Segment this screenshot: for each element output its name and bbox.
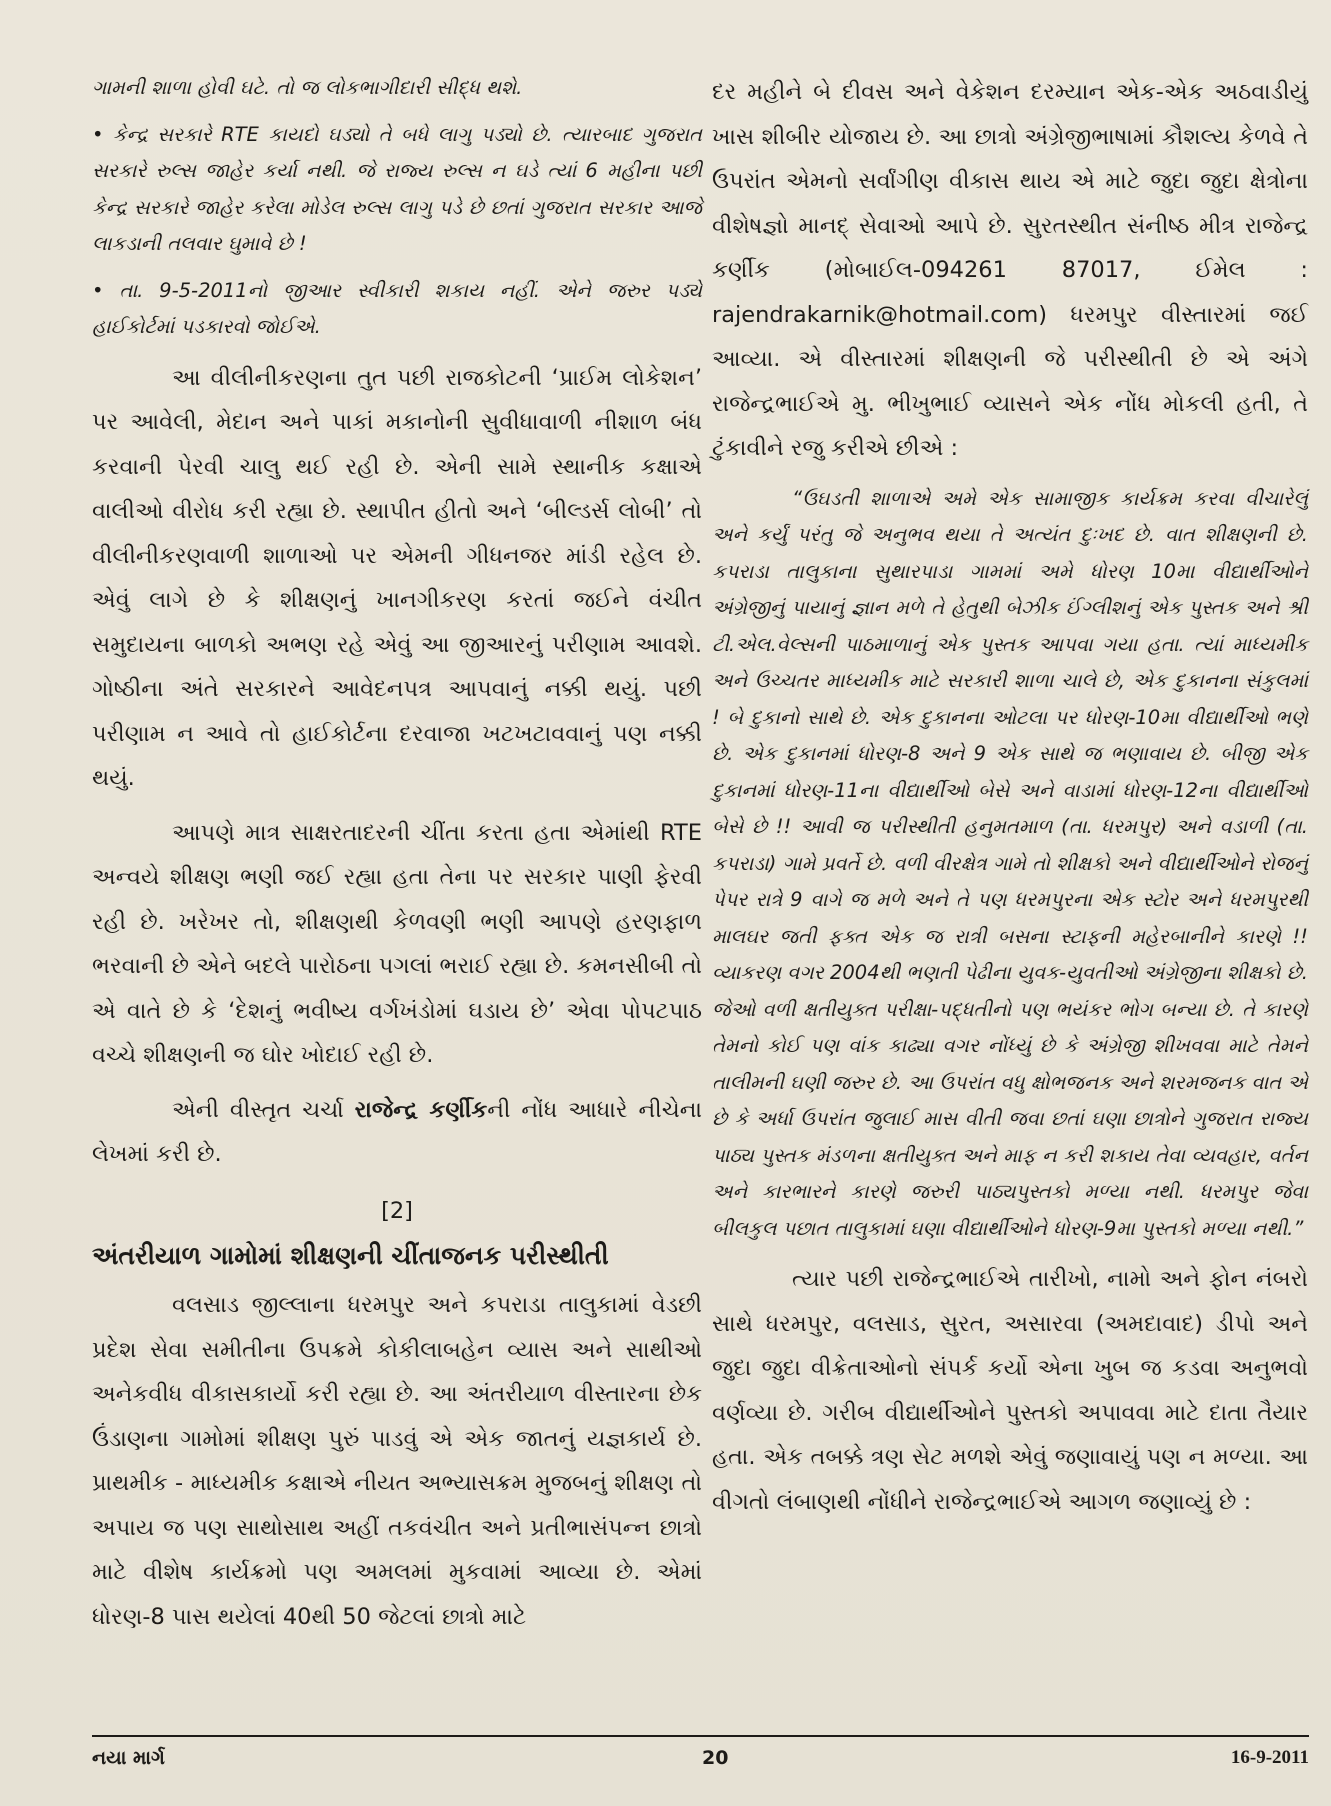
- paragraph-valsad: વલસાડ જીલ્લાના ધરમપુર અને કપરાડા તાલુકામાં વેડછી પ્રદેશ સેવા સમીતીના ઉપક્રમે કોકીલાબહેન વ્યાસ અને સાથીઓ અનેકવીધ વીકાસકાર્યો કરી રહ્યા છે. આ અંતરીયાળ વીસ્તારના છેક ઉંડાણના ગામોમાં શીક્ષણ પુરું પાડવું એ એક જાતનું યજ્ઞકાર્ય છે. પ્રાથમીક - માધ્યમીક કક્ષાએ નીયત અભ્યાસક્રમ મુજબનું શીક્ષણ તો અપાય જ પણ સાથોસાથ અહીં તકવંચીત અને પ્રતીભાસંપન્ન છાત્રો માટે વીશેષ કાર્યક્રમો પણ અમલમાં મુકવામાં આવ્યા છે. એમાં ધોરણ-8 પાસ થયેલાં 40થી 50 જેટલાં છાત્રો માટે: [92, 1292, 702, 1630]
- para-text: ની નોંધ આધારે નીચેના લેખમાં કરી છે.: [92, 1096, 702, 1167]
- left-column: [92, 70, 702, 1649]
- paragraph-discussion: [92, 1088, 702, 1177]
- right-column: [712, 70, 1308, 1534]
- italic-bullet-rte-rules: • કેન્દ્ર સરકારે RTE કાયદો ઘડ્યો તે બધે લાગુ પડ્યો છે. ત્યારબાદ ગુજરાત સરકારે રુલ્સ જાહેર કર્યા નથી. જે રાજ્ય રુલ્સ ન ઘડે ત્યાં 6 મહીના પછી કેન્દ્ર સરકારે જાહેર કરેલા મોડેલ રુલ્સ લાગુ પડે છે છતાં ગુજરાત સરકાર આજે લાકડાની તલવાર ઘુમાવે છે !: [92, 122, 702, 255]
- italic-bullet-gr: • તા. 9-5-2011નો જીઆર સ્વીકારી શકાય નહીં. એને જરુર પડ્યે હાઈકોર્ટમાં પડકારવો જોઈએ.: [92, 278, 702, 338]
- paragraph-camp: દર મહીને બે દીવસ અને વેકેશન દરમ્યાન એક-એક અઠવાડીયું ખાસ શીબીર યોજાય છે. આ છાત્રો અંગ્રેજીભાષામાં કૌશલ્ય કેળવે તે ઉપરાંત એમનો સર્વાંગીણ વીકાસ થાય એ માટે જુદા જુદા ક્ષેત્રોના વીશેષજ્ઞો માનદ્ સેવાઓ આપે છે. સુરતસ્થીત સંનીષ્ઠ મીત્ર રાજેન્દ્ર કર્ણીક (મોબાઈલ-094261 87017, ઈમેલ : rajendrakarnik@hotmail.com) ધરમપુર વીસ્તારમાં જઈ આવ્યા. એ વીસ્તારમાં શીક્ષણની જે પરીસ્થીતી છે એ અંગે રાજેન્દ્રભાઈએ મુ. ભીખુભાઈ વ્યાસને એક નોંધ મોકલી હતી, તે ટુંકાવીને રજુ કરીએ છીએ :: [712, 79, 1308, 461]
- paragraph-experiences: ત્યાર પછી રાજેન્દ્રભાઈએ તારીખો, નામો અને ફોન નંબરો સાથે ધરમપુર, વલસાડ, સુરત, અસારવા (અમદાવાદ) ડીપો અને જુદા જુદા વીક્રેતાઓનો સંપર્ક કર્યો એના ખુબ જ કડવા અનુભવો વર્ણવ્યા છે. ગરીબ વીદ્યાર્થીઓને પુસ્તકો અપાવવા માટે દાતા તૈયાર હતા. એક તબક્કે ત્રણ સેટ મળશે એવું જણાવાયું પણ ન મળ્યા. આ વીગતો લંબાણથી નોંધીને રાજેન્દ્રભાઈએ આગળ જણાવ્યું છે :: [712, 1266, 1308, 1515]
- page-number: 20: [702, 1747, 729, 1769]
- section-heading: અંતરીયાળ ગામોમાં શીક્ષણની ચીંતાજનક પરીસ્થીતી: [92, 1241, 609, 1270]
- publication-name: નયા માર્ગ: [92, 1747, 165, 1769]
- para-text: એની વીસ્તૃત ચર્ચા: [172, 1096, 355, 1123]
- footer-divider: [92, 1735, 1309, 1737]
- paragraph-merger: આ વીલીનીકરણના તુત પછી રાજકોટની ‘પ્રાઈમ લોકેશન’ પર આવેલી, મેદાન અને પાકાં મકાનોની સુવીધાવાળી નીશાળ બંધ કરવાની પેરવી ચાલુ થઈ રહી છે. એની સામે સ્થાનીક કક્ષાએ વાલીઓ વીરોધ કરી રહ્યા છે. સ્થાપીત હીતો અને ‘બીલ્ડર્સ લોબી’ તો વીલીનીકરણવાળી શાળાઓ પર એમની ગીધનજર માંડી રહેલ છે. એવું લાગે છે કે શીક્ષણનું ખાનગીકરણ કરતાં જઈને વંચીત સમુદાયના બાળકો અભણ રહે એવું આ જીઆરનું પરીણામ આવશે. ગોષ્ઠીના અંતે સરકારને આવેદનપત્ર આપવાનું નક્કી થયું. પછી પરીણામ ન આવે તો હાઈકોર્ટના દરવાજા ખટખટાવવાનું પણ નક્કી થયું.: [92, 364, 702, 791]
- quote-block: “ઉઘડતી શાળાએ અમે એક સામાજીક કાર્યક્રમ કરવા વીચારેલું અને કર્યું પરંતુ જે અનુભવ થયા તે અત્યંત દુઃખદ છે. વાત શીક્ષણની છે. કપરાડા તાલુકાના સુથારપાડા ગામમાં અમે ધોરણ 10મા વીદ્યાર્થીઓને અંગ્રેજીનું પાયાનું જ્ઞાન મળે તે હેતુથી બેઝીક ઈંગ્લીશનું એક પુસ્તક અને શ્રી ટી.એલ.વેલ્સની પાઠમાળાનું એક પુસ્તક આપવા ગયા હતા. ત્યાં માધ્યમીક અને ઉચ્ચતર માધ્યમીક માટે સરકારી શાળા ચાલે છે, એક દુકાનના સંકુલમાં ! બે દુકાનો સાથે છે. એક દુકાનના ઓટલા પર ધોરણ-10મા વીદ્યાર્થીઓ ભણે છે. એક દુકાનમાં ધોરણ-8 અને 9 એક સાથે જ ભણાવાય છે. બીજી એક દુકાનમાં ધોરણ-11ના વીદ્યાર્થીઓ બેસે અને વાડામાં ધોરણ-12ના વીદ્યાર્થીઓ બેસે છે !! આવી જ પરીસ્થીતી હનુમતમાળ (તા. ધરમપુર) અને વડાળી (તા. કપરાડા) ગામે પ્રવર્તે છે. વળી વીરક્ષેત્ર ગામે તો શીક્ષકો અને વીદ્યાર્થીઓને રોજનું પેપર રાત્રે 9 વાગે જ મળે અને તે પણ ધરમપુરના એક સ્ટોર અને ધરમપુરથી માલઘર જતી ફક્ત એક જ રાત્રી બસના સ્ટાફની મહેરબાનીને કારણે !! વ્યાકરણ વગર 2004થી ભણતી પેઢીના યુવક-યુવતીઓ અંગ્રેજીના શીક્ષકો છે. જેઓ વળી ક્ષતીયુક્ત પરીક્ષા-પદ્ધતીનો પણ ભયંકર ભોગ બન્યા છે. તે કારણે તેમનો કોઈ પણ વાંક કાઢ્યા વગર નોંધ્યું છે કે અંગ્રેજી શીખવવા માટે તેમને તાલીમની ઘણી જરુર છે. આ ઉપરાંત વધુ ક્ષોભજનક અને શરમજનક વાત એ છે કે અર્ધા ઉપરાંત જુલાઈ માસ વીતી જવા છતાં ઘણા છાત્રોને ગુજરાત રાજ્ય પાઠ્ય પુસ્તક મંડળના ક્ષતીયુક્ત અને માફ ન કરી શકાય તેવા વ્યવહાર, વર્તન અને કારભારને કારણે જરુરી પાઠ્યપુસ્તકો મળ્યા નથી. ધરમપુર જેવા બીલકુલ પછાત તાલુકામાં ઘણા વીદ્યાર્થીઓને ધોરણ-9મા પુસ્તકો મળ્યા નથી.”: [712, 486, 1308, 1240]
- page-footer: [92, 1747, 1309, 1783]
- italic-line: ગામની શાળા હોવી ઘટે. તો જ લોકભાગીદારી સીદ્ધ થશે.: [92, 76, 523, 99]
- issue-date: 16-9-2011: [1230, 1747, 1309, 1768]
- section-number: [2]: [381, 1197, 413, 1224]
- author-name: રાજેન્દ્ર કર્ણીક: [354, 1096, 488, 1123]
- paragraph-literacy: આપણે માત્ર સાક્ષરતાદરની ચીંતા કરતા હતા એમાંથી RTE અન્વયે શીક્ષણ ભણી જઈ રહ્યા હતા તેના પર સરકાર પાણી ફેરવી રહી છે. ખરેખર તો, શીક્ષણથી કેળવણી ભણી આપણે હરણફાળ ભરવાની છે એને બદલે પારોઠના પગલાં ભરાઈ રહ્યા છે. કમનસીબી તો એ વાતે છે કે ‘દેશનું ભવીષ્ય વર્ગખંડોમાં ઘડાય છે’ એવા પોપટપાઠ વચ્ચે શીક્ષણની જ ઘોર ખોદાઈ રહી છે.: [92, 819, 702, 1068]
